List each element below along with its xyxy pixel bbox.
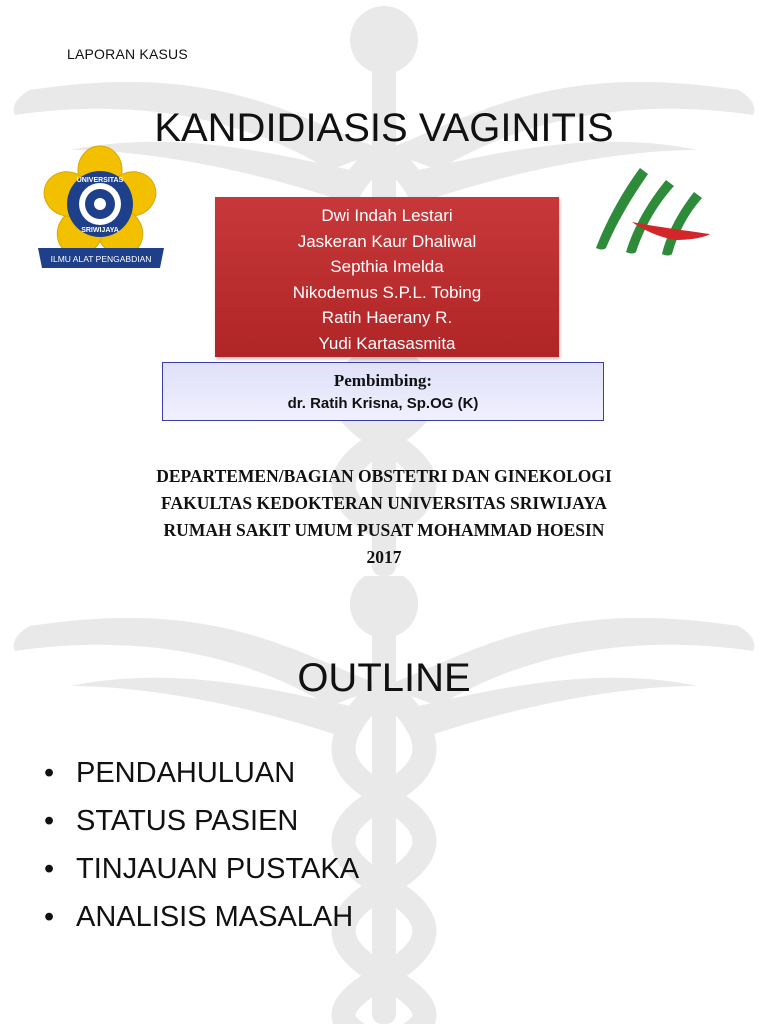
outline-slide	[0, 576, 768, 1024]
supervisor-label: Pembimbing:	[333, 371, 433, 390]
outline-list	[44, 749, 359, 941]
supervisor-box	[162, 362, 604, 421]
outline-title: OUTLINE	[297, 656, 471, 700]
faculty-line: FAKULTAS KEDOKTERAN UNIVERSITAS SRIWIJAYA	[161, 493, 607, 513]
logo-motto: ILMU ALAT PENGABDIAN	[50, 254, 152, 264]
supervisor-name: dr. Ratih Krisna, Sp.OG (K)	[287, 395, 479, 412]
authors-box	[215, 197, 559, 357]
slide-title: KANDIDIASIS VAGINITIS	[154, 106, 614, 150]
university-logo-icon	[34, 144, 168, 276]
hospital-line: RUMAH SAKIT UMUM PUSAT MOHAMMAD HOESIN	[163, 520, 605, 540]
year-line: 2017	[366, 547, 402, 567]
report-type-label: LAPORAN KASUS	[67, 46, 188, 62]
outline-item-label: ANALISIS MASALAH	[76, 901, 354, 933]
bullet-icon: •	[44, 853, 55, 885]
author-name: Dwi Indah Lestari	[321, 206, 453, 225]
author-name: Nikodemus S.P.L. Tobing	[292, 282, 482, 302]
department-block	[0, 463, 768, 571]
list-item	[44, 893, 359, 941]
logo-text-top: UNIVERSITAS	[76, 177, 124, 184]
bullet-icon: •	[44, 901, 55, 933]
outline-item-label: STATUS PASIEN	[76, 805, 299, 837]
outline-item-label: PENDAHULUAN	[76, 757, 296, 789]
logo-text-bottom: SRIWIJAYA	[81, 227, 119, 234]
list-item	[44, 749, 359, 797]
bullet-icon: •	[44, 805, 55, 837]
list-item	[44, 797, 359, 845]
department-line: DEPARTEMEN/BAGIAN OBSTETRI DAN GINEKOLOGI	[156, 466, 612, 486]
hospital-logo-icon	[592, 164, 716, 264]
author-name: Ratih Haerany R.	[321, 308, 453, 327]
bullet-icon: •	[44, 757, 55, 789]
author-name: Jaskeran Kaur Dhaliwal	[297, 231, 477, 251]
author-name: Yudi Kartasasmita	[318, 333, 456, 353]
author-name: Septhia Imelda	[330, 257, 444, 276]
outline-item-label: TINJAUAN PUSTAKA	[76, 853, 360, 885]
list-item	[44, 845, 359, 893]
